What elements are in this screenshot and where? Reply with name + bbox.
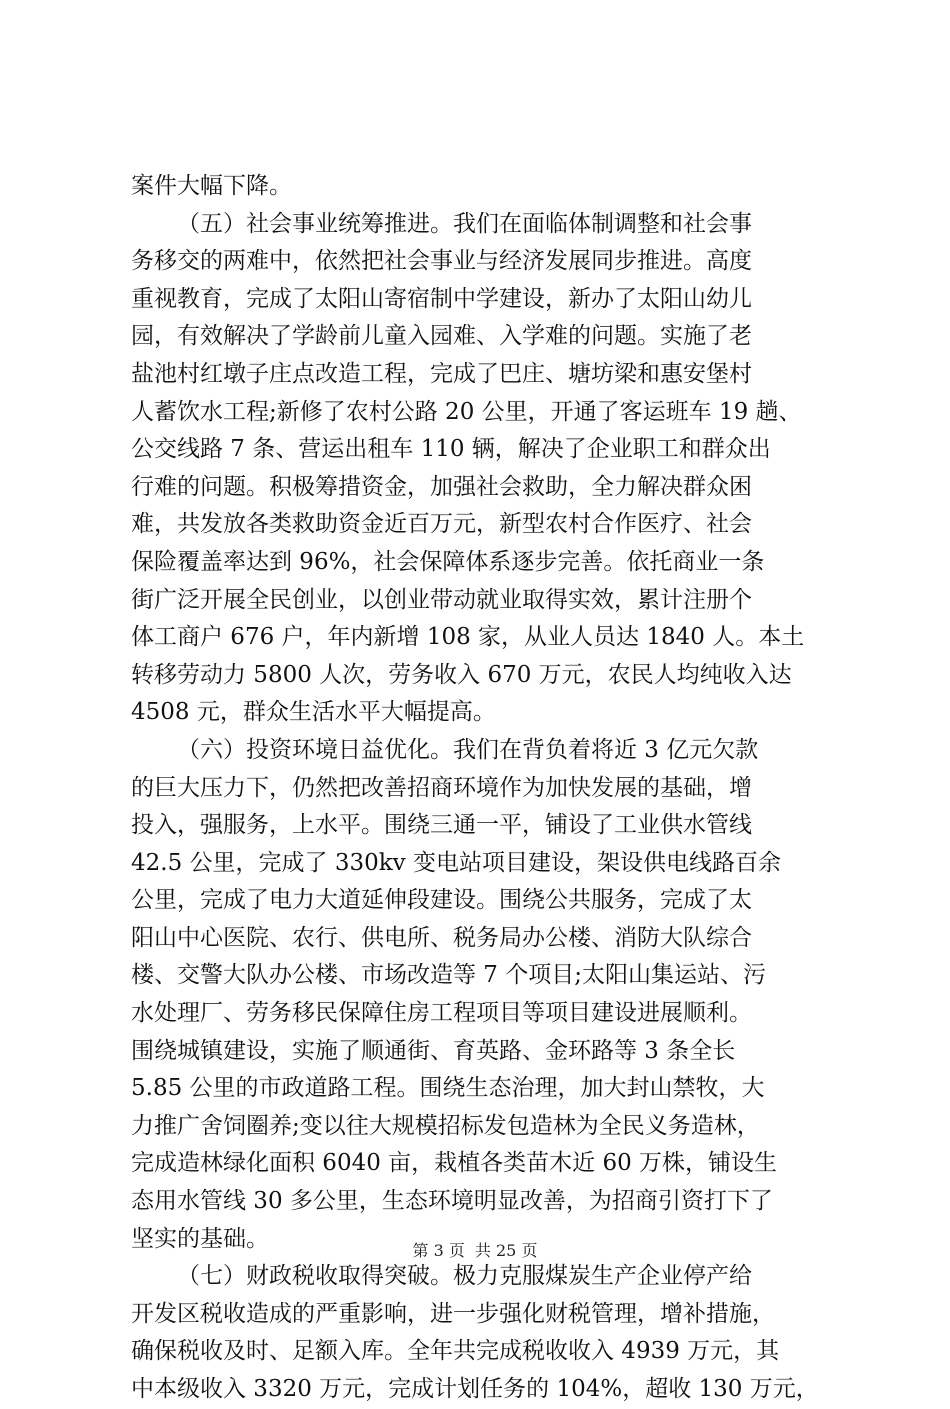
text-line: 中本级收入 3320 万元，完成计划任务的 104%，超收 130 万元， [131,1376,819,1402]
text-line: 公里，完成了电力大道延伸段建设。围绕公共服务，完成了太 [131,887,752,914]
text-line: 盐池村红墩子庄点改造工程，完成了巴庄、塘坊梁和惠安堡村 [131,360,752,387]
text-line: 保险覆盖率达到 96%，社会保障体系逐步完善。依托商业一条 [131,548,765,575]
paragraph-first-line: （七）财政税收取得突破。极力克服煤炭生产企业停产给 [177,1263,752,1290]
text-line: 转移劳动力 5800 人次，劳务收入 670 万元，农民人均纯收入达 [131,661,792,688]
text-line: 园，有效解决了学龄前儿童入园难、入学难的问题。实施了老 [131,323,752,350]
text-line: 街广泛开展全民创业，以创业带动就业取得实效，累计注册个 [131,586,752,613]
text-line: 态用水管线 30 多公里，生态环境明显改善，为招商引资打下了 [131,1188,773,1215]
text-line: 42.5 公里，完成了 330kv 变电站项目建设，架设供电线路百余 [131,849,781,876]
text-line: 重视教育，完成了太阳山寄宿制中学建设，新办了太阳山幼儿 [131,285,752,312]
text-line: 的巨大压力下，仍然把改善招商环境作为加快发展的基础，增 [131,774,752,801]
text-line: 投入，强服务，上水平。围绕三通一平，铺设了工业供水管线 [131,812,752,839]
text-line: 人蓄饮水工程;新修了农村公路 20 公里，开通了客运班车 19 趟、 [131,398,802,425]
paragraph-first-line: （五）社会事业统筹推进。我们在面临体制调整和社会事 [177,210,752,237]
text-line: 坚实的基础。 [131,1225,269,1252]
page-number: 第 3 页 [412,1241,465,1260]
text-line: 力推广舍饲圈养;变以往大规模招标发包造林为全民义务造林， [131,1112,760,1139]
text-line: 开发区税收造成的严重影响，进一步强化财税管理，增补措施， [131,1300,775,1327]
text-line: 围绕城镇建设，实施了顺通街、育英路、金环路等 3 条全长 [131,1037,736,1064]
text-line: 务移交的两难中，依然把社会事业与经济发展同步推进。高度 [131,248,752,275]
text-line: 体工商户 676 户，年内新增 108 家，从业人员达 1840 人。本土 [131,624,805,651]
text-line: 楼、交警大队办公楼、市场改造等 7 个项目;太阳山集运站、污 [131,962,767,989]
page-total: 共 25 页 [474,1241,538,1260]
text-line: 难，共发放各类救助资金近百万元，新型农村合作医疗、社会 [131,511,752,538]
text-line: 行难的问题。积极筹措资金，加强社会救助，全力解决群众困 [131,473,752,500]
paragraph-first-line: （六）投资环境日益优化。我们在背负着将近 3 亿元欠款 [177,736,759,763]
page-footer [0,1238,950,1261]
body-text [131,168,831,1409]
text-line: 5.85 公里的市政道路工程。围绕生态治理，加大封山禁牧，大 [131,1075,765,1102]
text-line: 阳山中心医院、农行、供电所、税务局办公楼、消防大队综合 [131,924,752,951]
text-line: 案件大幅下降。 [131,173,292,199]
text-line: 4508 元，群众生活水平大幅提高。 [131,699,496,726]
text-line: 水处理厂、劳务移民保障住房工程项目等项目建设进展顺利。 [131,1000,752,1027]
text-line: 公交线路 7 条、营运出租车 110 辆，解决了企业职工和群众出 [131,436,771,463]
text-line: 完成造林绿化面积 6040 亩，栽植各类苗木近 60 万株，铺设生 [131,1150,778,1177]
text-line: 确保税收及时、足额入库。全年共完成税收收入 4939 万元，其 [131,1338,780,1365]
